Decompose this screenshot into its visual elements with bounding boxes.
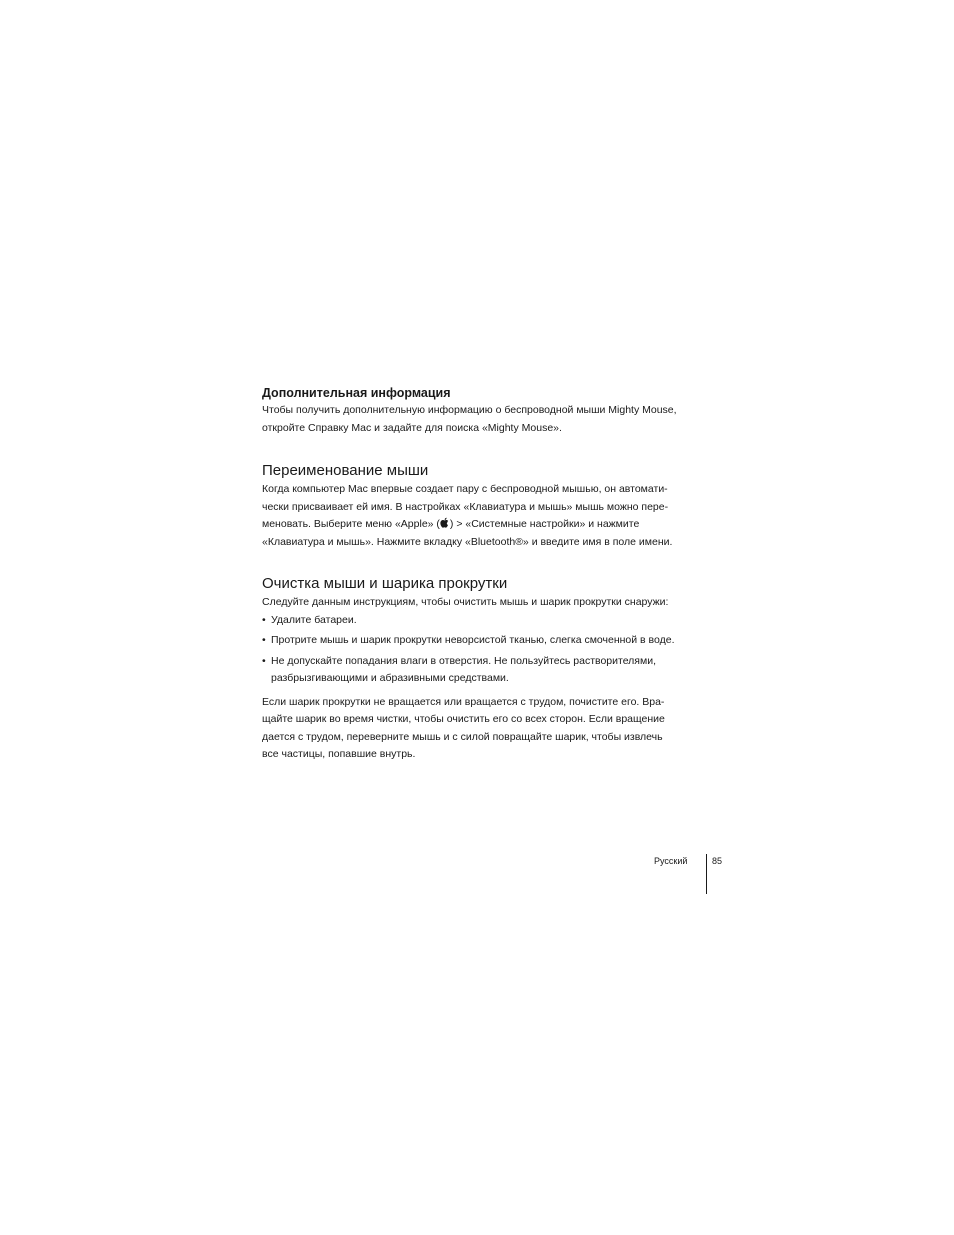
list-item-text: Протрите мышь и шарик прокрутки неворсистой тканью, слегка смоченной в воде. — [271, 634, 675, 646]
paragraph-line: щайте шарик во время чистки, чтобы очистить его со всех сторон. Если вращение — [262, 713, 665, 725]
section-clean-mouse — [262, 574, 722, 764]
section-rename-mouse — [262, 461, 722, 551]
text-before-apple: меновать. Выберите меню «Apple» ( — [262, 518, 440, 530]
apple-logo-icon — [440, 517, 450, 528]
paragraph-line: «Клавиатура и мышь». Нажмите вкладку «Bluetooth®» и введите имя в поле имени. — [262, 535, 673, 548]
list-item — [262, 653, 722, 688]
paragraph-line — [262, 516, 722, 534]
bullet-icon: • — [262, 613, 266, 626]
list-item — [262, 632, 722, 650]
bullet-icon: • — [262, 634, 266, 646]
paragraph-line: дается с трудом, переверните мышь и с силой повращайте шарик, чтобы извлечь — [262, 730, 663, 743]
section-more-info — [262, 385, 722, 437]
paragraph-line: Когда компьютер Mac впервые создает пару с беспроводной мышью, он автомати- — [262, 483, 668, 495]
page-number: 85 — [712, 856, 723, 866]
section-title: Дополнительная информация — [262, 386, 451, 400]
footer-language: Русский — [654, 856, 688, 866]
footer-divider — [706, 854, 707, 894]
paragraph-intro: Следуйте данным инструкциям, чтобы очистить мышь и шарик прокрутки снаружи: — [262, 596, 669, 608]
page-content — [262, 385, 722, 764]
bullet-icon: • — [262, 654, 266, 667]
paragraph-line: Если шарик прокрутки не вращается или вращается с трудом, почистите его. Вра- — [262, 695, 665, 708]
list-item-text: разбрызгивающими и абразивными средствами. — [271, 672, 509, 684]
closing-paragraph — [262, 694, 722, 764]
section-title: Очистка мыши и шарика прокрутки — [262, 575, 508, 592]
section-title: Переименование мыши — [262, 462, 429, 479]
instruction-list — [262, 612, 722, 688]
list-item — [262, 612, 722, 630]
list-item-text: Не допускайте попадания влаги в отверстия. Не пользуйтесь растворителями, — [271, 654, 656, 667]
list-item-text: Удалите батареи. — [271, 613, 357, 626]
paragraph-line: Чтобы получить дополнительную информацию о беспроводной мыши Mighty Mouse, — [262, 404, 677, 416]
paragraph-line: откройте Справку Mac и задайте для поиска «Mighty Mouse». — [262, 421, 562, 434]
paragraph-line: все частицы, попавшие внутрь. — [262, 748, 416, 760]
text-after-apple: ) > «Системные настройки» и нажмите — [449, 518, 640, 530]
paragraph-line: чески присваивает ей имя. В настройках «Клавиатура и мышь» мышь можно пере- — [262, 500, 669, 513]
